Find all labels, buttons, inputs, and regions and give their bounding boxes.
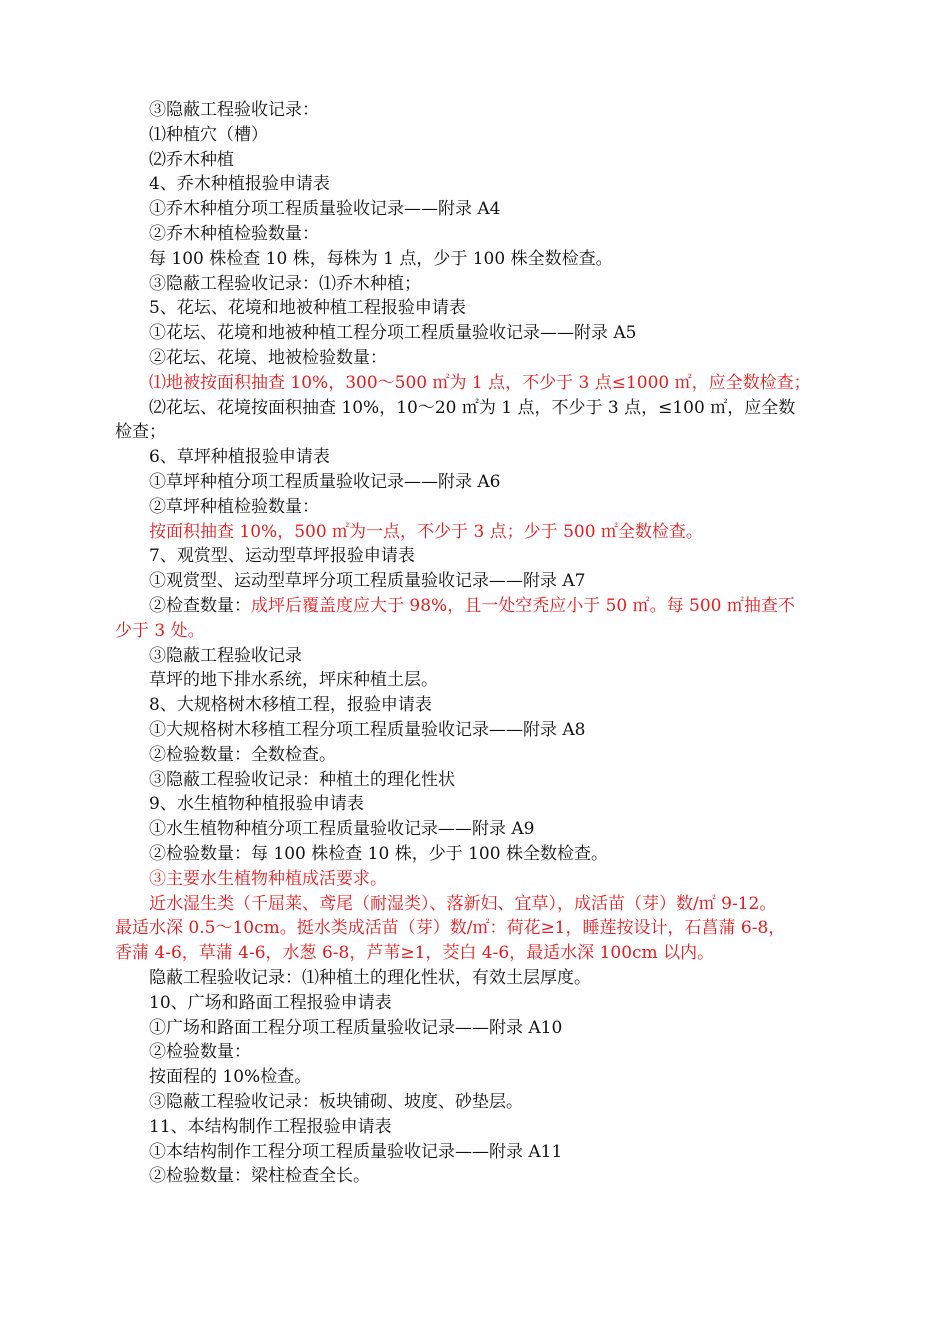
- line-text: ②检验数量：全数检查。: [149, 744, 336, 765]
- line-text: 按面程的 10%检查。: [149, 1067, 312, 1088]
- text-line: [115, 1040, 845, 1065]
- line-text: 9、水生植物种植报验申请表: [149, 794, 364, 815]
- line-text: ⑵乔木种植: [149, 149, 234, 170]
- line-text: 每 100 株检查 10 株，每株为 1 点，少于 100 株全数检查。: [149, 248, 613, 269]
- text-line: [115, 420, 845, 445]
- line-text: 最适水深 0.5～10cm。挺水类成活苗（芽）数/㎡：荷花≥1，睡莲按设计，石菖蒲 6-8，: [115, 918, 786, 939]
- text-line: [115, 123, 845, 148]
- text-line: [115, 619, 845, 644]
- line-text: ③隐蔽工程验收记录：板块铺砌、坡度、砂垫层。: [149, 1092, 523, 1112]
- text-line: [115, 520, 845, 545]
- text-line: [115, 916, 845, 941]
- line-text: 8、大规格树木移植工程，报验申请表: [149, 695, 432, 716]
- line-text: 隐蔽工程验收记录：⑴种植土的理化性状，有效土层厚度。: [149, 968, 591, 988]
- line-text: 按面积抽查 10%，500 ㎡为一点，不少于 3 点；少于 500 ㎡全数检查。: [149, 521, 703, 542]
- line-text: ①本结构制作工程分项工程质量验收记录——附录 A11: [149, 1141, 563, 1162]
- text-line: [115, 247, 845, 272]
- text-line: [115, 768, 845, 793]
- line-highlight: 成坪后覆盖度应大于 98%，且一处空秃应小于 50 ㎡。每 500 ㎡抽查不: [251, 596, 795, 616]
- text-line: [115, 718, 845, 743]
- line-text: ②花坛、花境、地被检验数量：: [149, 348, 387, 368]
- line-text: 6、草坪种植报验申请表: [149, 447, 330, 468]
- line-text: ③主要水生植物种植成活要求。: [149, 868, 387, 889]
- text-line: [115, 743, 845, 768]
- text-line: [115, 668, 845, 693]
- text-line: [115, 1016, 845, 1041]
- text-line: [115, 222, 845, 247]
- line-text: ①观赏型、运动型草坪分项工程质量验收记录——附录 A7: [149, 571, 586, 592]
- text-line: [115, 296, 845, 321]
- line-text: ①水生植物种植分项工程质量验收记录——附录 A9: [149, 819, 535, 840]
- text-line: [115, 842, 845, 867]
- text-line: [115, 172, 845, 197]
- line-text: ⑴地被按面积抽查 10%，300～500 ㎡为 1 点，不少于 3 点≤1000 ㎡，应全数检查；: [149, 372, 811, 393]
- line-text: ③隐蔽工程验收记录：: [149, 100, 319, 120]
- line-text: ②检验数量：: [149, 1042, 251, 1063]
- text-line: [115, 693, 845, 718]
- line-text: 少于 3 处。: [115, 620, 205, 641]
- text-line: [115, 569, 845, 594]
- text-line: [115, 396, 845, 421]
- line-text: 4、乔木种植报验申请表: [149, 174, 330, 195]
- text-line: [115, 1090, 845, 1115]
- text-line: [115, 1164, 845, 1189]
- text-line: [115, 644, 845, 669]
- text-line: [115, 272, 845, 297]
- text-line: [115, 867, 845, 892]
- line-text: ②检验数量：每 100 株检查 10 株，少于 100 株全数检查。: [149, 844, 608, 864]
- line-text: ①草坪种植分项工程质量验收记录——附录 A6: [149, 472, 501, 492]
- line-text: ①花坛、花境和地被种植工程分项工程质量验收记录——附录 A5: [149, 323, 637, 344]
- text-line: [115, 371, 845, 396]
- line-text: ①广场和路面工程分项工程质量验收记录——附录 A10: [149, 1017, 563, 1038]
- line-text: 7、观赏型、运动型草坪报验申请表: [149, 546, 415, 567]
- text-line: [115, 445, 845, 470]
- line-text: 草坪的地下排水系统，坪床种植土层。: [149, 670, 438, 691]
- line-text: ②检验数量：梁柱检查全长。: [149, 1166, 370, 1187]
- line-text: 香蒲 4-6，草蒲 4-6，水葱 6-8，芦苇≥1，茭白 4-6，最适水深 100cm 以内。: [115, 943, 715, 964]
- line-text: 检查；: [115, 422, 166, 443]
- line-text: ⑵花坛、花境按面积抽查 10%，10～20 ㎡为 1 点，不少于 3 点，≤100 ㎡，应全数: [149, 397, 796, 418]
- line-text: ③隐蔽工程验收记录: [149, 645, 302, 666]
- line-text: 5、花坛、花境和地被种植工程报验申请表: [149, 298, 466, 319]
- line-text: ②检查数量：: [149, 596, 251, 616]
- text-line: [115, 544, 845, 569]
- text-line: [115, 966, 845, 991]
- text-line: [115, 817, 845, 842]
- text-line: [115, 346, 845, 371]
- line-text: ①乔木种植分项工程质量验收记录——附录 A4: [149, 199, 501, 220]
- text-line: [115, 495, 845, 520]
- text-line: [115, 197, 845, 222]
- text-line: [115, 470, 845, 495]
- text-line: [115, 1115, 845, 1140]
- line-text: ⑴种植穴（槽）: [149, 124, 268, 145]
- text-line: [115, 892, 845, 917]
- text-line: [115, 941, 845, 966]
- line-text: ③隐蔽工程验收记录：⑴乔木种植；: [149, 273, 421, 294]
- line-text: ②草坪种植检验数量：: [149, 496, 319, 517]
- text-line: [115, 98, 845, 123]
- text-line: [115, 594, 845, 619]
- line-text: 11、本结构制作工程报验申请表: [149, 1116, 392, 1137]
- line-text: 近水湿生类（千屈莱、鸢尾（耐湿类）、落新妇、宜草），成活苗（芽）数/㎡ 9-12。: [149, 893, 777, 914]
- text-line: [115, 991, 845, 1016]
- text-line: [115, 1065, 845, 1090]
- line-text: 10、广场和路面工程报验申请表: [149, 992, 392, 1013]
- line-text: ②乔木种植检验数量：: [149, 224, 319, 244]
- text-line: [115, 321, 845, 346]
- line-text: ③隐蔽工程验收记录：种植土的理化性状: [149, 769, 455, 790]
- text-line: [115, 792, 845, 817]
- text-line: [115, 1140, 845, 1165]
- line-text: ①大规格树木移植工程分项工程质量验收记录——附录 A8: [149, 720, 586, 740]
- text-line: [115, 148, 845, 173]
